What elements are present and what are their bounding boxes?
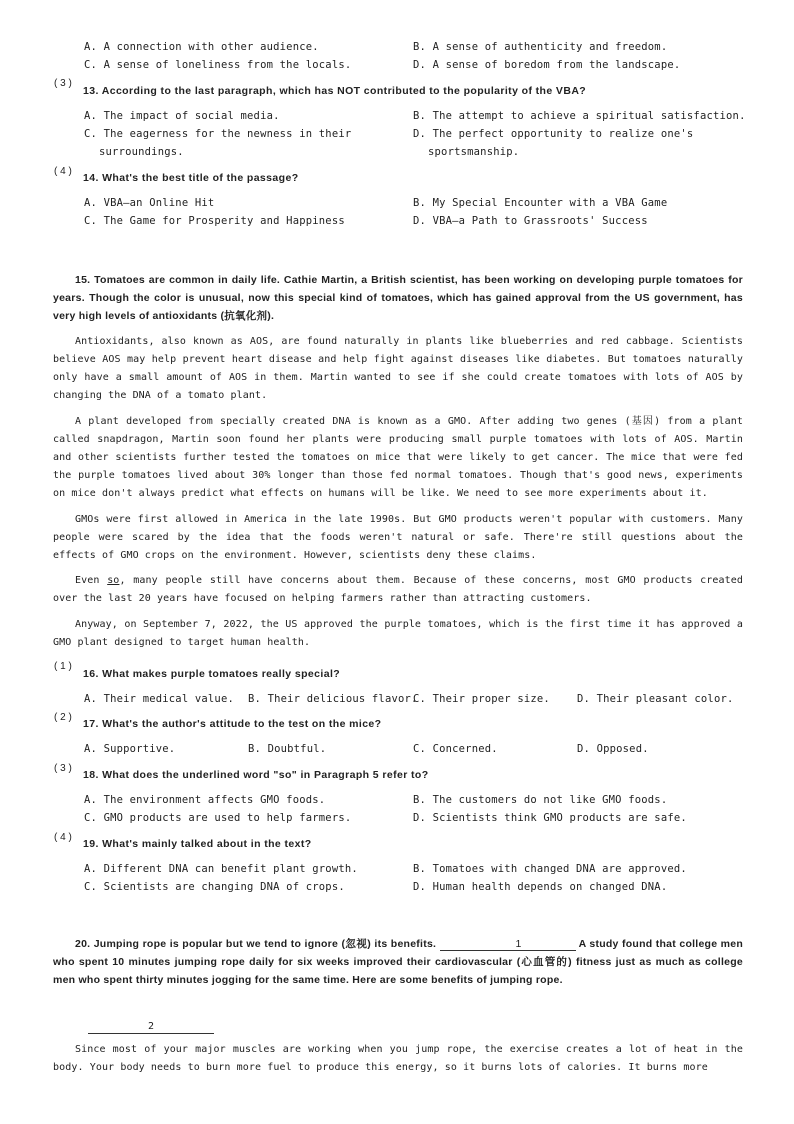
q19-number: ( 4 ) — [54, 832, 72, 843]
q14-number: ( 4 ) — [54, 166, 72, 177]
q14-option-c: C. The Game for Prosperity and Happiness — [84, 215, 345, 227]
q16-number: ( 1 ) — [54, 661, 72, 672]
q12-option-c: C. A sense of loneliness from the locals. — [84, 59, 352, 71]
q17-number: ( 2 ) — [54, 712, 72, 723]
passage20-intro-post: A study found that college men who spent 10 minutes jumping rope daily for six weeks improved their cardiovascular (心血管的) fitness just as much as college men who spent thirty minutes jogging for the same time. Here are some benefits of jumping rope. — [53, 938, 744, 986]
q18-stem: 18. What does the underlined word "so" in Paragraph 5 refer to? — [83, 769, 429, 781]
q19-option-b: B. Tomatoes with changed DNA are approved. — [413, 863, 687, 875]
underlined-word-so: so — [107, 575, 120, 586]
q16-option-d: D. Their pleasant color. — [577, 693, 734, 705]
passage15-paragraph-1: Antioxidants, also known as AOS, are found naturally in plants like blueberries and red cabbage. Scientists believe AOS may help prevent heart disease and help fight against diseases like diabetes. But tomatoes naturally only have a small amount of AOS in them. Martin wanted to see if she could create tomatoes with lots of AOS by changing the DNA of a tomato plant. — [53, 336, 743, 401]
q13-option-c-cont: surroundings. — [99, 146, 184, 158]
q16-option-b: B. Their delicious flavor. — [248, 693, 418, 705]
q19-option-c: C. Scientists are changing DNA of crops. — [84, 881, 345, 893]
q18-option-c: C. GMO products are used to help farmers. — [84, 812, 352, 824]
q18-option-b: B. The customers do not like GMO foods. — [413, 794, 668, 806]
q18-option-d: D. Scientists think GMO products are safe. — [413, 812, 687, 824]
q17-option-d: D. Opposed. — [577, 743, 649, 755]
q13-number: ( 3 ) — [54, 78, 72, 89]
q14-option-b: B. My Special Encounter with a VBA Game — [413, 197, 668, 209]
passage15-paragraph-4 — [53, 572, 743, 608]
q12-option-a: A. A connection with other audience. — [84, 41, 319, 53]
passage20-paragraph-1: Since most of your major muscles are working when you jump rope, the exercise creates a lot of heat in the body. Your body needs to burn more fuel to produce this energy, so it burns lots of calories. It burns more — [53, 1044, 743, 1073]
q13-option-d-cont: sportsmanship. — [428, 146, 520, 158]
q13-option-a: A. The impact of social media. — [84, 110, 280, 122]
q17-option-c: C. Concerned. — [413, 743, 498, 755]
q16-stem: 16. What makes purple tomatoes really special? — [83, 668, 341, 680]
q17-option-a: A. Supportive. — [84, 743, 176, 755]
q12-option-d: D. A sense of boredom from the landscape. — [413, 59, 681, 71]
q13-option-c: C. The eagerness for the newness in their — [84, 128, 352, 140]
passage15-paragraph-3: GMOs were first allowed in America in the late 1990s. But GMO products weren't popular with customers. Many people were scared by the idea that the foods weren't natural or safe. There're still questions about the effects of GMO crops on the environment. However, scientists deny these claims. — [53, 514, 743, 561]
q17-stem: 17. What's the author's attitude to the test on the mice? — [83, 718, 382, 730]
passage15-p4-post: , many people still have concerns about them. Because of these concerns, most GMO products created over the last 20 years have focused on helping farmers rather than attracting customers. — [53, 575, 743, 604]
answer-blank-2-row — [88, 1016, 214, 1034]
q19-stem: 19. What's mainly talked about in the text? — [83, 838, 312, 850]
passage15-paragraph-2: A plant developed from specially created DNA is known as a GMO. After adding two genes (基因) from a plant called snapdragon, Martin soon found her plants were producing small purple tomatoes with lots of AOS. Martin and other scientists further tested the tomatoes on mice that were likely to get cancer. The mice that were fed the purple tomatoes lived about 30% longer than those fed normal tomatoes. Though that's good news, experiments on mice don't always predict what effects on humans will be like. We need to see more experiments about it. — [53, 416, 743, 499]
q17-option-b: B. Doubtful. — [248, 743, 327, 755]
q14-option-d: D. VBA—a Path to Grassroots' Success — [413, 215, 648, 227]
q12-option-b: B. A sense of authenticity and freedom. — [413, 41, 668, 53]
q14-option-a: A. VBA—an Online Hit — [84, 197, 215, 209]
q13-option-d: D. The perfect opportunity to realize one's — [413, 128, 694, 140]
passage20-intro-pre: 20. Jumping rope is popular but we tend to ignore (忽视) its benefits. — [75, 938, 437, 950]
passage15-p4-pre: Even — [75, 575, 108, 586]
answer-blank-2[interactable]: 2 — [88, 1021, 214, 1034]
q18-option-a: A. The environment affects GMO foods. — [84, 794, 326, 806]
q18-number: ( 3 ) — [54, 763, 72, 774]
answer-blank-1[interactable]: 1 — [440, 938, 576, 951]
q14-stem: 14. What's the best title of the passage? — [83, 172, 299, 184]
q16-option-a: A. Their medical value. — [84, 693, 234, 705]
q19-option-d: D. Human health depends on changed DNA. — [413, 881, 668, 893]
q13-option-b: B. The attempt to achieve a spiritual satisfaction. — [413, 110, 746, 122]
passage20-intro — [53, 935, 743, 989]
q19-option-a: A. Different DNA can benefit plant growth. — [84, 863, 358, 875]
passage15-intro: 15. Tomatoes are common in daily life. Cathie Martin, a British scientist, has been working on developing purple tomatoes for years. Though the color is unusual, now this special kind of tomatoes, which has gained approval from the US government, has very high levels of antioxidants (抗氧化剂). — [53, 274, 743, 322]
passage15-paragraph-5: Anyway, on September 7, 2022, the US approved the purple tomatoes, which is the first time it has approved a GMO plant designed to target human health. — [53, 619, 743, 648]
q16-option-c: C. Their proper size. — [413, 693, 550, 705]
q13-stem: 13. According to the last paragraph, which has NOT contributed to the popularity of the VBA? — [83, 85, 587, 97]
